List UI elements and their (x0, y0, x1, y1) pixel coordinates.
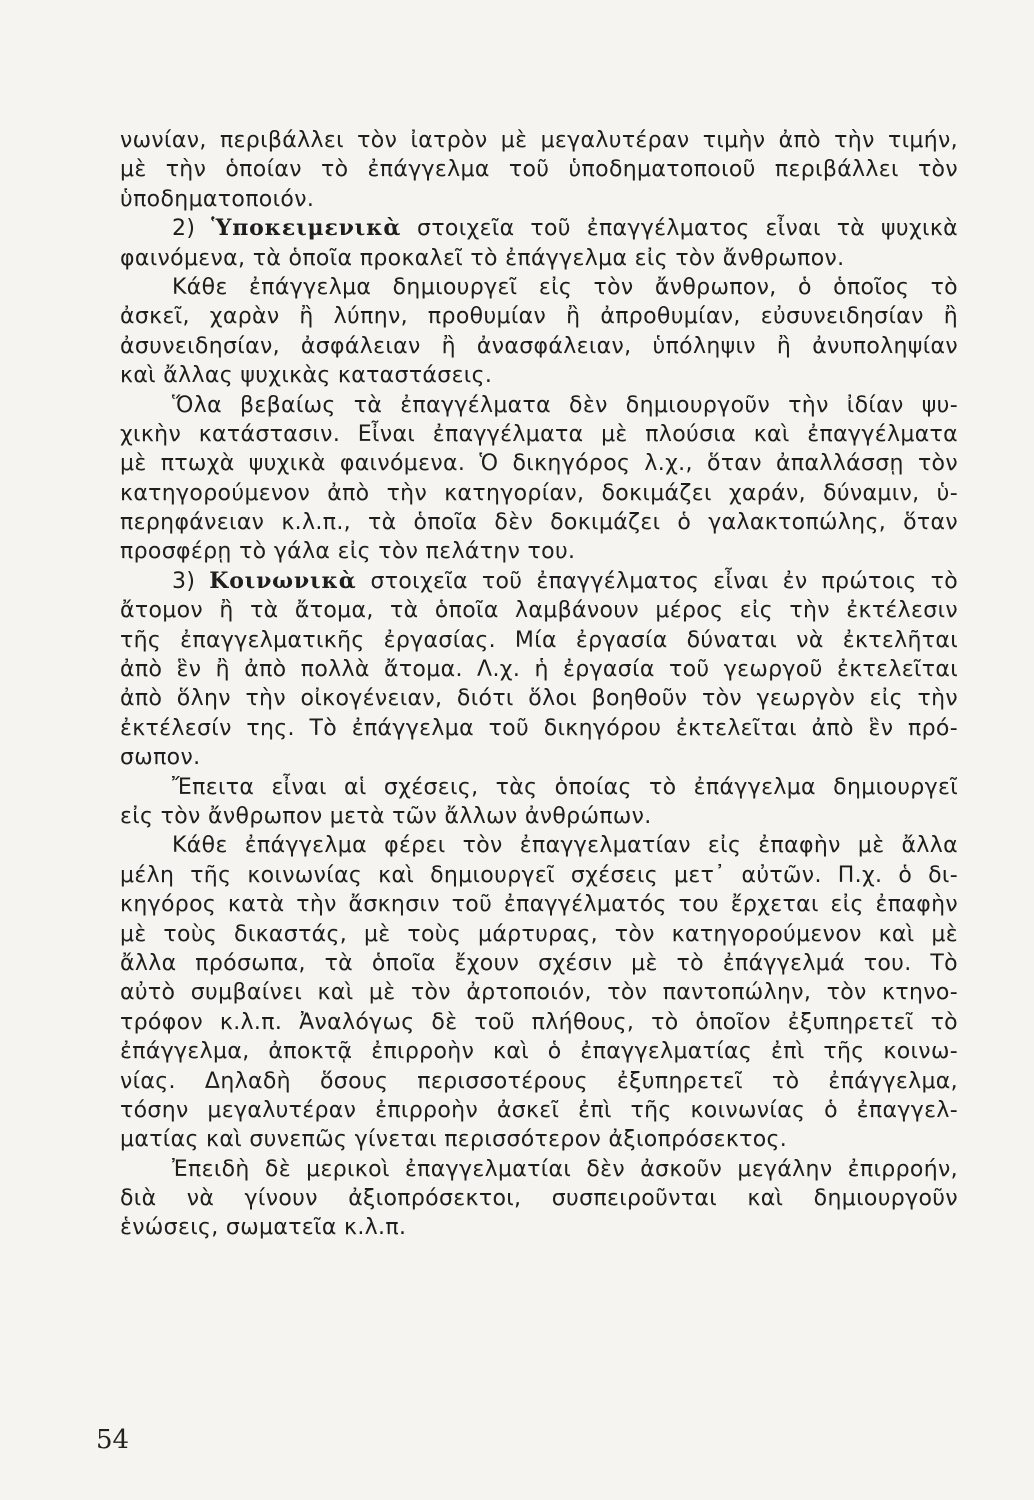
text-line: νίας. Δηλαδὴ ὅσους περισσοτέρους ἐξυπηρετεῖ τὸ ἐπάγγελμα, (120, 1068, 958, 1094)
text-line: Κάθε ἐπάγγελμα φέρει τὸν ἐπαγγελματίαν εἰς ἐπαφὴν μὲ ἄλλα (172, 833, 958, 859)
list-number: 3) (172, 568, 210, 594)
page-number: 54 (96, 1425, 130, 1455)
text-line: κηγόρος κατὰ τὴν ἄσκησιν τοῦ ἐπαγγέλματός του ἔρχεται εἰς ἐπαφὴν (120, 892, 958, 918)
text-line: ἀπὸ ὅλην τὴν οἰκογένειαν, διότι ὅλοι βοηθοῦν τὸν γεωργὸν εἰς τὴν (120, 686, 958, 712)
list-number: 2) (172, 216, 212, 242)
section-term: Κοινωνικὰ (209, 567, 357, 594)
section-heading-line (120, 214, 958, 243)
text-line: εἰς τὸν ἄνθρωπον μετὰ τῶν ἄλλων ἀνθρώπων. (120, 803, 652, 829)
text-line: ἐκτέλεσίν της. Τὸ ἐπάγγελμα τοῦ δικηγόρου ἐκτελεῖται ἀπὸ ἓν πρό- (120, 715, 958, 741)
text-line: περηφάνειαν κ.λ.π., τὰ ὁποῖα δὲν δοκιμάζει ὁ γαλακτοπώλης, ὅταν (120, 510, 958, 536)
section-heading-line (120, 567, 958, 596)
section-term: Ὑποκειμενικὰ (211, 215, 402, 242)
text-line: ὑποδηματοποιόν. (120, 186, 315, 212)
text-line: αὐτὸ συμβαίνει καὶ μὲ τὸν ἀρτοποιόν, τὸν παντοπώλην, τὸν κτηνο- (120, 980, 958, 1006)
text-line: Ὅλα βεβαίως τὰ ἐπαγγέλματα δὲν δημιουργοῦν τὴν ἰδίαν ψυ- (172, 392, 958, 418)
text-line: ἄλλα πρόσωπα, τὰ ὁποῖα ἔχουν σχέσιν μὲ τὸ ἐπάγγελμά του. Τὸ (120, 950, 958, 976)
text-line: κατηγορούμενον ἀπὸ τὴν κατηγορίαν, δοκιμάζει χαράν, δύναμιν, ὑ- (120, 480, 958, 506)
text-line: προσφέρῃ τὸ γάλα εἰς τὸν πελάτην του. (120, 539, 576, 565)
text-line: διὰ νὰ γίνουν ἀξιοπρόσεκτοι, συσπειροῦνται καὶ δημιουργοῦν (120, 1186, 958, 1212)
text-line: τόσην μεγαλυτέραν ἐπιρροὴν ἀσκεῖ ἐπὶ τῆς κοινωνίας ὁ ἐπαγγελ- (120, 1097, 958, 1123)
text-line: μὲ τὴν ὁποίαν τὸ ἐπάγγελμα τοῦ ὑποδηματοποιοῦ περιβάλλει τὸν (120, 157, 958, 183)
text-span: στοιχεῖα τοῦ ἐπαγγέλματος εἶναι ἐν πρώτοις τὸ (356, 568, 958, 594)
text-line: ματίας καὶ συνεπῶς γίνεται περισσότερον ἀξιοπρόσεκτος. (120, 1127, 788, 1153)
text-line: μὲ τοὺς δικαστάς, μὲ τοὺς μάρτυρας, τὸν κατηγορούμενον καὶ μὲ (120, 921, 958, 947)
text-line: ἄτομον ἢ τὰ ἄτομα, τὰ ὁποῖα λαμβάνουν μέρος εἰς τὴν ἐκτέλεσιν (120, 598, 958, 624)
text-line: τρόφον κ.λ.π. Ἀναλόγως δὲ τοῦ πλήθους, τὸ ὁποῖον ἐξυπηρετεῖ τὸ (120, 1009, 958, 1035)
text-line: Ἔπειτα εἶναι αἱ σχέσεις, τὰς ὁποίας τὸ ἐπάγγελμα δημιουργεῖ (172, 774, 958, 800)
text-line: Κάθε ἐπάγγελμα δημιουργεῖ εἰς τὸν ἄνθρωπον, ὁ ὁποῖος τὸ (172, 274, 958, 300)
text-line: ἀσκεῖ, χαρὰν ἢ λύπην, προθυμίαν ἢ ἀπροθυμίαν, εὐσυνειδησίαν ἢ (120, 304, 958, 330)
text-line: χικὴν κατάστασιν. Εἶναι ἐπαγγέλματα μὲ πλούσια καὶ ἐπαγγέλματα (120, 421, 958, 447)
text-line: ἀσυνειδησίαν, ἀσφάλειαν ἢ ἀνασφάλειαν, ὑπόληψιν ἢ ἀνυποληψίαν (120, 333, 958, 359)
text-line: τῆς ἐπαγγελματικῆς ἐργασίας. Μία ἐργασία δύναται νὰ ἐκτελῆται (120, 627, 958, 653)
text-line: νωνίαν, περιβάλλει τὸν ἰατρὸν μὲ μεγαλυτέραν τιμὴν ἀπὸ τὴν τιμήν, (120, 128, 958, 153)
text-line: ἀπὸ ἓν ἢ ἀπὸ πολλὰ ἄτομα. Λ.χ. ἡ ἐργασία τοῦ γεωργοῦ ἐκτελεῖται (120, 657, 958, 683)
body-text (120, 126, 958, 1243)
text-line: ἑνώσεις, σωματεῖα κ.λ.π. (120, 1215, 407, 1241)
text-line: καὶ ἄλλας ψυχικὰς καταστάσεις. (120, 363, 493, 389)
text-line: μέλη τῆς κοινωνίας καὶ δημιουργεῖ σχέσεις μετ᾿ αὐτῶν. Π.χ. ὁ δι- (120, 862, 958, 888)
text-line: ἐπάγγελμα, ἀποκτᾷ ἐπιρροὴν καὶ ὁ ἐπαγγελματίας ἐπὶ τῆς κοινω- (120, 1039, 958, 1065)
text-line: σωπον. (120, 745, 201, 771)
text-line: Ἐπειδὴ δὲ μερικοὶ ἐπαγγελματίαι δὲν ἀσκοῦν μεγάλην ἐπιρροήν, (172, 1156, 958, 1182)
text-line: μὲ πτωχὰ ψυχικὰ φαινόμενα. Ὁ δικηγόρος λ.χ., ὅταν ἀπαλλάσσῃ τὸν (120, 451, 958, 477)
text-line: φαινόμενα, τὰ ὁποῖα προκαλεῖ τὸ ἐπάγγελμα εἰς τὸν ἄνθρωπον. (120, 245, 845, 271)
text-span: στοιχεῖα τοῦ ἐπαγγέλματος εἶναι τὰ ψυχικὰ (401, 216, 958, 242)
